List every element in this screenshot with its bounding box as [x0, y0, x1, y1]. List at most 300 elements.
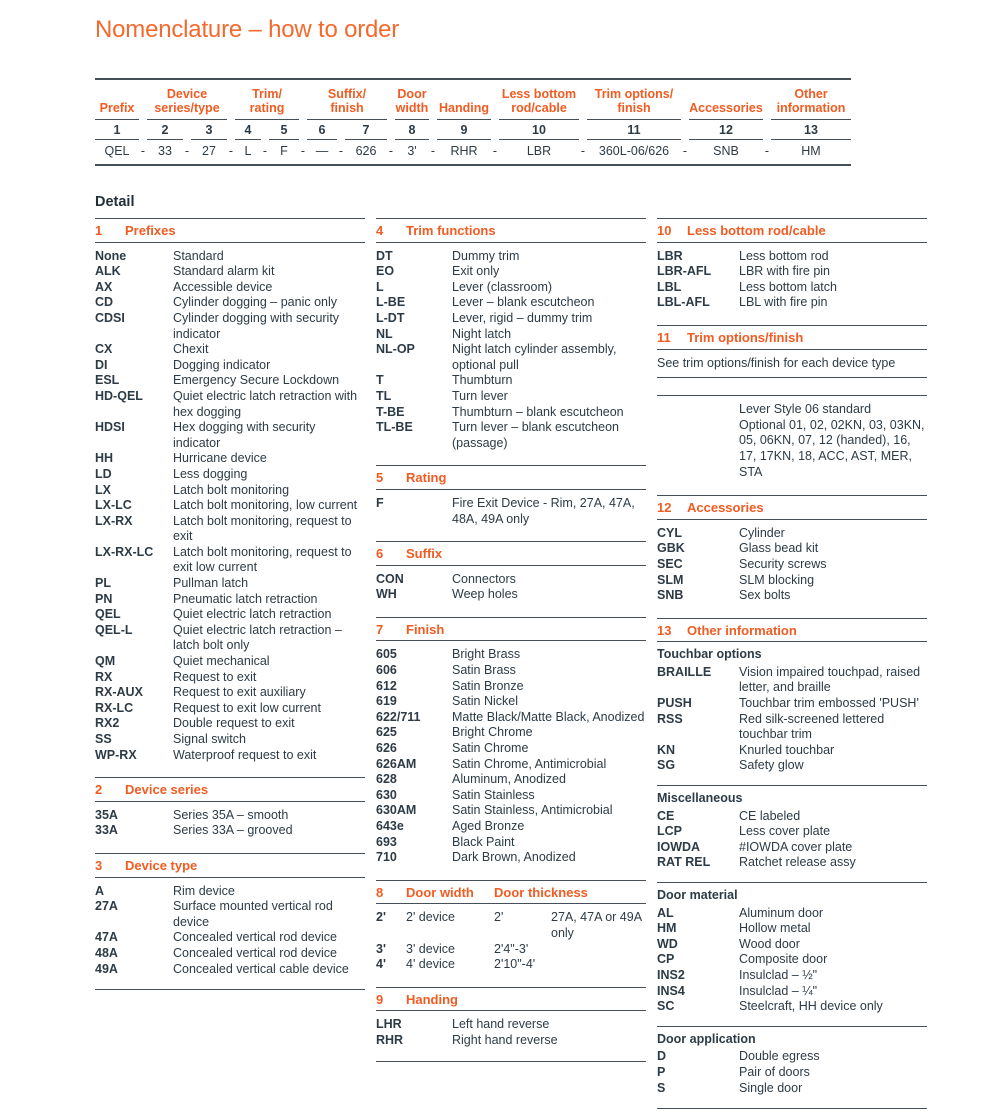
- item-desc: Lever, rigid – dummy trim: [452, 310, 593, 325]
- item-code: D: [657, 1049, 667, 1064]
- item-desc: Cylinder dogging – panic only: [173, 295, 337, 310]
- section-items: [657, 243, 927, 314]
- item-row: [376, 373, 646, 389]
- item-code: LHR: [376, 1017, 402, 1032]
- item-desc: Wood door: [739, 936, 800, 951]
- item-code: LCP: [657, 824, 682, 839]
- door-thickness-value: 2'10"-4': [494, 957, 536, 972]
- item-code: WH: [376, 587, 397, 602]
- item-desc: #IOWDA cover plate: [739, 839, 853, 854]
- item-desc: Aluminum, Anodized: [452, 772, 566, 787]
- order-separator: -: [262, 144, 268, 158]
- item-desc: Insulclad – ¼": [739, 983, 818, 998]
- item-row: [657, 824, 927, 840]
- order-col-value: HM: [801, 144, 821, 158]
- item-desc: Request to exit: [173, 669, 257, 684]
- item-code: 630AM: [376, 803, 417, 818]
- order-separator: -: [430, 144, 436, 158]
- section-number: 10: [657, 223, 672, 238]
- item-row: [376, 835, 646, 851]
- item-desc: Night latch: [452, 326, 512, 341]
- item-row: [657, 809, 927, 825]
- item-desc: Aged Bronze: [452, 819, 525, 833]
- order-col-value: F: [280, 144, 288, 158]
- section-number: 7: [376, 621, 384, 637]
- item-desc: Request to exit low current: [173, 700, 321, 715]
- item-desc: Concealed vertical rod device: [173, 930, 337, 945]
- item-code: 606: [376, 663, 397, 678]
- item-row: [376, 942, 646, 958]
- section-items: [376, 641, 646, 868]
- item-row: [376, 757, 646, 773]
- item-code: T-BE: [376, 404, 405, 419]
- item-code: F: [376, 495, 384, 510]
- item-row: [657, 1081, 927, 1097]
- item-code: IOWDA: [657, 839, 701, 854]
- order-separator: -: [140, 144, 146, 158]
- item-row: [95, 685, 365, 701]
- order-col-value: QEL: [104, 144, 130, 158]
- item-desc: Signal switch: [173, 732, 246, 746]
- order-col-number: 2: [147, 120, 183, 140]
- order-table: [95, 78, 851, 166]
- item-row: [657, 696, 927, 712]
- item-code: PUSH: [657, 696, 692, 711]
- item-row: [95, 311, 365, 342]
- section-title: Device type: [125, 857, 198, 873]
- item-code: 643e: [376, 819, 404, 833]
- item-row: [95, 576, 365, 592]
- item-row: [95, 899, 365, 930]
- item-code: 693: [376, 834, 397, 849]
- item-desc: Less bottom rod: [739, 248, 829, 263]
- section-items: [657, 905, 927, 1018]
- item-code: CYL: [657, 525, 682, 540]
- item-desc: Safety glow: [739, 758, 804, 773]
- section-title: Finish: [406, 621, 445, 637]
- item-row: [95, 654, 365, 670]
- item-code: 710: [376, 850, 397, 865]
- section-title: Device series: [125, 782, 209, 798]
- item-desc: Hollow metal: [739, 921, 811, 936]
- order-col-number: 10: [499, 120, 579, 140]
- subsection-heading: Touchbar options: [657, 647, 762, 662]
- section-header: [657, 618, 927, 643]
- item-code: RX-LC: [95, 700, 134, 715]
- item-row: [657, 588, 927, 604]
- item-row: [657, 984, 927, 1000]
- item-desc: Touchbar trim embossed 'PUSH': [739, 696, 919, 711]
- section-header: [376, 617, 646, 642]
- item-desc: Fire Exit Device - Rim, 27A, 47A, 48A, 49A only: [452, 495, 635, 526]
- item-desc: Bright Chrome: [452, 725, 533, 740]
- item-code: AL: [657, 905, 674, 920]
- section-title: Suffix: [406, 546, 443, 562]
- item-code: 628: [376, 772, 397, 787]
- item-code: LX: [95, 482, 111, 497]
- detail-column-3: [657, 218, 927, 1109]
- item-row: [376, 249, 646, 265]
- item-code: QEL: [95, 607, 121, 622]
- item-desc: Weep holes: [452, 587, 518, 602]
- section-items: [376, 243, 646, 455]
- section-header: [657, 325, 927, 350]
- item-code: 35A: [95, 807, 118, 822]
- order-col-value: 27: [202, 144, 216, 158]
- item-row: [95, 946, 365, 962]
- item-row: [376, 819, 646, 835]
- door-thickness-title: Door thickness: [494, 884, 588, 900]
- section-title: Trim options/finish: [687, 329, 804, 345]
- item-code: 622/711: [376, 709, 421, 724]
- item-code: SS: [95, 732, 112, 746]
- item-desc: Knurled touchbar: [739, 742, 835, 757]
- section-header: [95, 777, 365, 802]
- door-thickness-note: [551, 942, 646, 958]
- item-desc: Rim device: [173, 883, 235, 898]
- section-number: 9: [376, 991, 384, 1007]
- section-header: [376, 465, 646, 490]
- item-code: ALK: [95, 264, 121, 279]
- item-desc: Less dogging: [173, 466, 248, 481]
- item-desc: Standard alarm kit: [173, 264, 275, 279]
- section-bottom-rule: [657, 377, 927, 378]
- door-thickness-note: [551, 957, 646, 973]
- item-row: [376, 389, 646, 405]
- item-row: [657, 541, 927, 557]
- item-desc: Turn lever – blank escutcheon (passage): [452, 420, 619, 450]
- item-desc: Vision impaired touchpad, raised letter, and braille: [739, 664, 921, 695]
- order-col-value: RHR: [450, 144, 478, 158]
- item-row: [657, 968, 927, 984]
- item-code: SLM: [657, 572, 684, 587]
- item-row: [95, 358, 365, 374]
- order-separator: -: [492, 144, 498, 158]
- detail-heading: Detail: [95, 194, 135, 210]
- item-row: [657, 526, 927, 542]
- item-code: CD: [95, 295, 114, 310]
- item-row: [376, 850, 646, 866]
- item-desc: Series 35A – smooth: [173, 807, 289, 822]
- order-col-number: 5: [269, 120, 299, 140]
- item-code: RX2: [95, 716, 120, 731]
- order-col-number: 7: [345, 120, 387, 140]
- item-desc: Emergency Secure Lockdown: [173, 373, 340, 388]
- item-code: 605: [376, 647, 397, 662]
- item-code: SNB: [657, 588, 684, 603]
- item-code: RHR: [376, 1032, 404, 1047]
- section-header: [376, 987, 646, 1012]
- item-code: QEL-L: [95, 622, 133, 637]
- item-desc: Satin Stainless: [452, 787, 535, 802]
- item-desc: Series 33A – grooved: [173, 823, 293, 838]
- order-col-value: 360L-06/626: [598, 144, 670, 158]
- item-desc: Security screws: [739, 556, 827, 571]
- item-row: [95, 823, 365, 839]
- item-code: 2': [376, 910, 386, 925]
- item-code: 625: [376, 725, 397, 740]
- item-code: CP: [657, 952, 675, 967]
- item-desc: Waterproof request to exit: [173, 747, 317, 762]
- item-code: LX-RX-LC: [95, 544, 154, 559]
- item-row: [376, 327, 646, 343]
- item-desc: Chexit: [173, 342, 209, 357]
- item-desc: Steelcraft, HH device only: [739, 999, 883, 1014]
- item-row: [95, 592, 365, 608]
- order-col-value: 33: [158, 144, 172, 158]
- item-row: [376, 647, 646, 663]
- item-desc: CE labeled: [739, 808, 801, 823]
- item-desc: Satin Bronze: [452, 678, 524, 693]
- section-number: 3: [95, 857, 103, 873]
- item-code: HM: [657, 921, 677, 936]
- section-items: [376, 904, 646, 975]
- item-row: [376, 342, 646, 373]
- door-thickness-value: 2'4"-3': [494, 941, 529, 956]
- item-row: [95, 808, 365, 824]
- item-row: [376, 772, 646, 788]
- door-width-value: 4' device: [406, 957, 455, 972]
- item-desc: Composite door: [739, 952, 828, 967]
- item-code: SC: [657, 999, 675, 1014]
- item-desc: Concealed vertical rod device: [173, 945, 337, 960]
- item-row: [657, 280, 927, 296]
- item-desc: Left hand reverse: [452, 1017, 550, 1032]
- order-col-header: Device series/type: [147, 87, 227, 120]
- item-code: NL: [376, 326, 393, 341]
- order-col-header: Other information: [771, 87, 851, 120]
- order-col-number: 12: [689, 120, 763, 140]
- section-items: [376, 1011, 646, 1051]
- item-row: [376, 663, 646, 679]
- item-row: [376, 280, 646, 296]
- item-code: TL-BE: [376, 420, 413, 435]
- subsection: [657, 882, 927, 1018]
- item-row: [376, 694, 646, 710]
- item-code: SG: [657, 758, 676, 773]
- section-items: [657, 664, 927, 777]
- subsection-heading: Door material: [657, 888, 738, 902]
- door-thickness-value: 2': [494, 910, 504, 925]
- item-desc: Satin Chrome: [452, 741, 529, 756]
- item-code: A: [95, 883, 105, 898]
- item-row: [657, 1049, 927, 1065]
- item-desc: Hex dogging with security indicator: [173, 420, 316, 450]
- item-code: QM: [95, 654, 116, 669]
- section-number: 13: [657, 622, 672, 638]
- item-code: 630: [376, 787, 397, 802]
- item-desc: Pneumatic latch retraction: [173, 591, 318, 606]
- item-desc: Red silk-screened lettered touchbar trim: [739, 711, 885, 742]
- item-row: [95, 451, 365, 467]
- section-number: 4: [376, 223, 384, 238]
- order-separator: -: [338, 144, 344, 158]
- item-desc: Standard: [173, 248, 224, 263]
- item-desc: Pair of doors: [739, 1064, 810, 1079]
- item-code: S: [657, 1080, 666, 1095]
- item-row: [95, 701, 365, 717]
- item-code: PN: [95, 591, 113, 606]
- section-number: 12: [657, 500, 672, 516]
- order-col-number: 6: [307, 120, 337, 140]
- item-row: [376, 710, 646, 726]
- item-code: 4': [376, 957, 386, 972]
- subsection-heading: Door application: [657, 1031, 756, 1046]
- item-code: DI: [95, 357, 108, 372]
- order-col-header: Handing: [437, 101, 491, 120]
- item-desc: Ratchet release assy: [739, 855, 856, 870]
- item-desc: Request to exit auxiliary: [173, 685, 306, 700]
- item-code: BRAILLE: [657, 664, 712, 679]
- item-row: [657, 952, 927, 968]
- item-row: [95, 748, 365, 764]
- order-separator: -: [388, 144, 394, 158]
- section-items: [657, 808, 927, 874]
- item-desc: Aluminum door: [739, 905, 824, 920]
- item-code: LX-LC: [95, 498, 132, 513]
- item-code: HH: [95, 451, 114, 466]
- order-separator: -: [682, 144, 688, 158]
- note-line: Optional 01, 02, 02KN, 03, 03KN, 05, 06KN, 07, 12 (handed), 16, 17, 17KN, 18, ACC, AST, MER, STA: [739, 417, 925, 479]
- item-desc: Cylinder: [739, 525, 785, 540]
- item-row: [657, 573, 927, 589]
- section-items: [95, 878, 365, 981]
- item-desc: Dogging indicator: [173, 357, 271, 372]
- item-row: [95, 514, 365, 545]
- detail-column-1: [95, 218, 365, 990]
- item-code: LX-RX: [95, 513, 133, 528]
- section-number: 8: [376, 884, 384, 900]
- item-desc: Cylinder dogging with security indicator: [173, 310, 340, 341]
- item-row: [376, 803, 646, 819]
- section-title: Rating: [406, 470, 447, 486]
- item-row: [95, 280, 365, 296]
- item-row: [657, 665, 927, 696]
- door-thickness-note: 27A, 47A or 49A only: [551, 910, 642, 940]
- item-code: LBR: [657, 248, 683, 263]
- item-row: [657, 557, 927, 573]
- item-row: [95, 295, 365, 311]
- item-code: CE: [657, 808, 675, 823]
- item-row: [95, 420, 365, 451]
- item-row: [95, 249, 365, 265]
- item-row: [657, 906, 927, 922]
- item-desc: Less bottom latch: [739, 279, 837, 294]
- order-col-value: —: [315, 144, 329, 158]
- item-code: LBL: [657, 279, 682, 294]
- item-desc: Satin Stainless, Antimicrobial: [452, 803, 613, 818]
- order-col-number: 3: [191, 120, 227, 140]
- item-desc: Glass bead kit: [739, 541, 819, 556]
- item-code: DT: [376, 248, 393, 263]
- section-header: [95, 218, 365, 243]
- section-title: Accessories: [687, 500, 764, 516]
- item-desc: Dummy trim: [452, 248, 520, 263]
- section-header: [657, 495, 927, 520]
- item-code: L: [376, 279, 384, 294]
- subsection-heading: Miscellaneous: [657, 791, 743, 806]
- item-row: [376, 1017, 646, 1033]
- item-row: [657, 264, 927, 280]
- door-width-value: 3' device: [406, 941, 455, 956]
- item-row: [95, 670, 365, 686]
- item-row: [376, 295, 646, 311]
- item-desc: Thumbturn – blank escutcheon: [452, 404, 624, 419]
- item-row: [95, 389, 365, 420]
- item-code: PL: [95, 576, 111, 591]
- section-items: [376, 566, 646, 606]
- item-code: GBK: [657, 541, 685, 556]
- item-row: [376, 572, 646, 588]
- order-col-header: Door width: [395, 87, 429, 120]
- item-desc: Quiet mechanical: [173, 654, 270, 669]
- item-code: AX: [95, 279, 113, 294]
- section-number: 6: [376, 546, 384, 562]
- item-desc: Bright Brass: [452, 647, 521, 662]
- section-title: Trim functions: [406, 223, 496, 238]
- item-desc: Satin Brass: [452, 663, 516, 678]
- item-code: LBL-AFL: [657, 295, 710, 310]
- note-text: [739, 402, 927, 480]
- item-code: P: [657, 1064, 666, 1079]
- item-row: [376, 496, 646, 527]
- item-code: 47A: [95, 930, 118, 945]
- item-code: 3': [376, 941, 386, 956]
- item-desc: Pullman latch: [173, 576, 249, 591]
- subsection: [657, 785, 927, 874]
- item-desc: Thumbturn: [452, 373, 513, 388]
- section-number: 1: [95, 223, 103, 238]
- item-desc: Insulclad – ½": [739, 967, 818, 982]
- item-desc: Quiet electric latch retraction with hex dogging: [173, 388, 358, 419]
- item-row: [376, 405, 646, 421]
- item-code: INS2: [657, 967, 685, 982]
- item-desc: Double egress: [739, 1049, 820, 1064]
- section-header: [376, 880, 646, 905]
- section-title: Handing: [406, 991, 458, 1007]
- item-row: [95, 607, 365, 623]
- item-row: [376, 311, 646, 327]
- item-code: 48A: [95, 945, 118, 960]
- item-code: ESL: [95, 373, 120, 388]
- section-number: 11: [657, 329, 671, 345]
- item-code: KN: [657, 742, 676, 757]
- item-row: [376, 679, 646, 695]
- item-code: 33A: [95, 823, 118, 838]
- item-code: WP-RX: [95, 747, 137, 762]
- item-code: TL: [376, 388, 392, 403]
- order-col-header: Suffix/ finish: [307, 87, 387, 120]
- item-desc: LBR with fire pin: [739, 264, 831, 279]
- order-col-number: 4: [235, 120, 261, 140]
- item-code: CX: [95, 342, 113, 357]
- item-desc: SLM blocking: [739, 572, 815, 587]
- item-desc: Single door: [739, 1080, 803, 1095]
- order-separator: -: [300, 144, 306, 158]
- item-code: 27A: [95, 899, 118, 914]
- item-code: 49A: [95, 961, 118, 976]
- item-row: [95, 264, 365, 280]
- item-code: NL-OP: [376, 342, 415, 357]
- item-desc: Accessible device: [173, 279, 273, 294]
- item-desc: Latch bolt monitoring, request to exit low current: [173, 544, 352, 575]
- item-row: [376, 420, 646, 451]
- door-width-title: Door width: [406, 884, 474, 900]
- item-code: HDSI: [95, 420, 125, 435]
- order-col-header: Trim options/ finish: [587, 87, 681, 120]
- item-row: [95, 498, 365, 514]
- section-title: Less bottom rod/cable: [687, 223, 826, 238]
